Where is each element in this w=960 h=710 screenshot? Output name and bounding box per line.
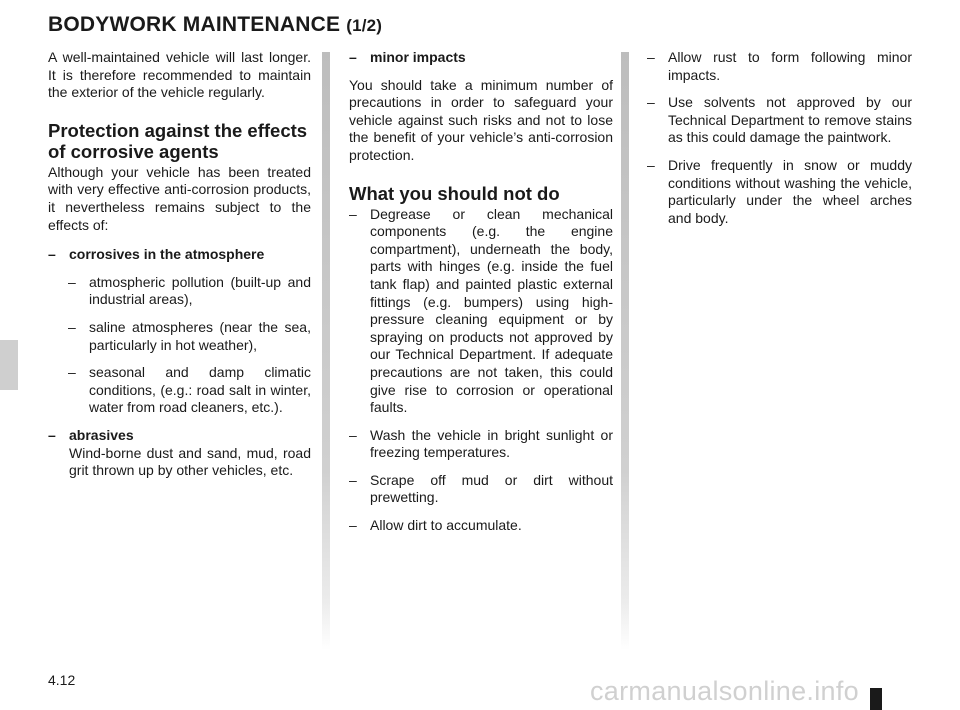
section-tab-marker <box>0 340 18 390</box>
list-item-text: seasonal and damp climatic conditions, (e.g.: road salt in winter, water from road cleaners, etc.). <box>89 364 311 416</box>
section-heading-should-not: What you should not do <box>349 182 560 204</box>
list-item <box>349 517 613 535</box>
column-2 <box>349 49 613 545</box>
list-item <box>647 157 912 227</box>
list-item-text: Allow rust to form following minor impacts. <box>668 49 912 83</box>
list-item-text: Wash the vehicle in bright sunlight or freezing temperatures. <box>370 426 613 461</box>
list-item <box>68 319 311 354</box>
list-item-text: Allow dirt to accumulate. <box>370 517 522 534</box>
corner-tab-marker <box>870 688 882 710</box>
column-divider <box>621 52 629 650</box>
title-part: (1/2) <box>346 16 383 35</box>
title-main: BODYWORK MAINTENANCE <box>48 13 341 36</box>
list-item <box>349 427 613 462</box>
list-item-text: saline atmospheres (near the sea, particularly in hot weather), <box>89 318 311 353</box>
list-item <box>349 206 613 417</box>
intro-paragraph: A well-maintained vehicle will last longer. It is therefore recommended to maintain the exterior of the vehicle regularly. <box>48 49 311 101</box>
dash-bullet: – <box>647 94 655 111</box>
minor-impacts-text: You should take a minimum number of precautions in order to safeguard your vehicle against such risks and not to lose the benefit of your vehicle’s anti-corrosion protection. <box>349 76 613 163</box>
list-item <box>647 49 912 84</box>
minor-impacts-label: minor impacts <box>370 49 466 65</box>
protection-text: Although your vehicle has been treated with very effective anti-corrosion products, it nevertheless remains subject to the effects of: <box>48 163 311 233</box>
column-1 <box>48 49 311 490</box>
dash-bullet: – <box>349 517 357 534</box>
list-item-text: Degrease or clean mechanical components (e.g. the engine compartment), underneath the body, parts with hinges (e.g. inside the fuel tank flap) and painted plastic external fittings (e.g. bumpers) using high-pressure cleaning equipment or by spraying on products not approved by our Technical Department. If adequate precautions are not taken, this could give rise to corrosion or operational faults. <box>370 205 613 416</box>
dash-bullet: – <box>647 156 655 173</box>
dash-bullet: – <box>68 273 76 290</box>
dash-bullet: – <box>68 364 76 381</box>
abrasives-text: Wind-borne dust and sand, mud, road grit thrown up by other vehicles, etc. <box>69 444 311 479</box>
dash-bullet: – <box>349 205 357 222</box>
list-item-abrasives <box>48 427 311 480</box>
list-item-text: atmospheric pollution (built-up and industrial areas), <box>89 273 311 308</box>
dash-bullet: – <box>48 246 56 263</box>
list-item <box>647 94 912 147</box>
page-number: 4.12 <box>48 672 76 688</box>
column-divider <box>322 52 330 650</box>
dash-bullet: – <box>349 49 357 65</box>
dash-bullet: – <box>349 426 357 443</box>
dash-bullet: – <box>349 471 357 488</box>
dash-bullet: – <box>48 426 56 443</box>
corrosives-label: corrosives in the atmosphere <box>69 246 265 263</box>
page-title <box>48 13 382 37</box>
list-item-minor-impacts <box>349 49 613 67</box>
dash-bullet: – <box>68 318 76 335</box>
list-item-corrosives <box>48 246 311 264</box>
list-item-text: Drive frequently in snow or muddy conditions without washing the vehicle, particularly under the wheel arches and body. <box>668 156 912 226</box>
dash-bullet: – <box>647 49 655 65</box>
section-heading-protection: Protection against the effects of corrosive agents <box>48 119 308 162</box>
list-item <box>349 472 613 507</box>
list-item <box>68 364 311 417</box>
list-item-text: Use solvents not approved by our Technical Department to remove stains as this could damage the paintwork. <box>668 94 912 146</box>
abrasives-label: abrasives <box>69 426 134 443</box>
watermark-text: carmanualsonline.info <box>590 676 859 706</box>
list-item <box>68 274 311 309</box>
column-3 <box>647 49 912 237</box>
list-item-text: Scrape off mud or dirt without prewetting. <box>370 471 613 506</box>
